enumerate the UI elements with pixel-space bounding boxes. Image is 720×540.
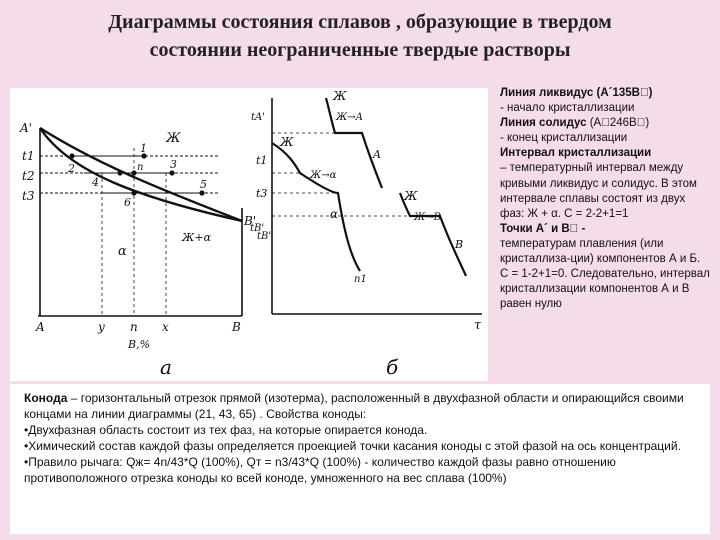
liquidus-desc: - начало кристаллизации	[500, 102, 635, 115]
interval-alpha: α	[551, 207, 558, 220]
x-label-n: n	[130, 320, 138, 334]
point-2: 2	[68, 162, 75, 175]
label-b-t3: t3	[256, 187, 268, 200]
points-rule: С = 1-2+1=0. Следовательно, интервал кристаллизации компонентов А и В равен нулю	[500, 268, 710, 311]
curve1-solid: A	[373, 148, 381, 161]
panel-label-b: б	[386, 355, 399, 379]
interval-desc: – температурный интервал между кривыми ликвидус и солидус. В этом интервале сплавы состоят из двух фаз: Ж +	[500, 162, 697, 220]
region-solid: α	[118, 244, 127, 259]
interval-rule: . С = 2-2+1=1	[557, 207, 629, 220]
point-3: 3	[170, 158, 177, 171]
curve1-liquid: Ж	[333, 89, 347, 103]
curve3-transition: Ж→B	[414, 212, 441, 223]
region-two-phase: Ж+α	[182, 231, 212, 244]
label-ta-prime: tA'	[251, 112, 265, 123]
panel-label-a: a	[160, 355, 172, 379]
konoda-term: Конода	[24, 391, 68, 405]
phase-diagram-svg	[10, 88, 488, 381]
point-6: 6	[124, 196, 131, 209]
point-5: 5	[200, 178, 207, 191]
point-1: 1	[140, 142, 147, 155]
label-b-t1: t1	[256, 154, 268, 167]
konoda-bullet-2: •Химический состав каждой фазы определяется проекцией точки касания коноды с этой фазой на ось концентраций.	[24, 439, 681, 453]
label-t2: t2	[22, 169, 35, 183]
label-t3: t3	[22, 189, 35, 203]
slide-title	[0, 8, 720, 64]
x-label-a: A	[36, 320, 45, 334]
title-line-1: Диаграммы состояния сплавов , образующие в твердом	[108, 11, 612, 33]
konoda-bullet-1: •Двухфазная область состоит из тех фаз, на которые опирается конода.	[24, 423, 428, 437]
liquidus-formula: (А´135В )	[596, 87, 653, 99]
label-b-prime: B'	[244, 214, 257, 228]
solidus-label: Линия солидус	[500, 117, 587, 130]
point-n: n	[137, 162, 144, 173]
solidus-desc: - конец кристаллизации	[500, 132, 628, 145]
label-tb-prime-b: tB'	[250, 223, 265, 234]
liquidus-label: Линия ликвидус	[500, 87, 594, 99]
label-a-prime: A'	[20, 121, 32, 135]
label-t1: t1	[22, 149, 35, 163]
curve3-liquid: Ж	[404, 189, 418, 203]
curve3-solid: B	[455, 238, 464, 251]
point-4: 4	[92, 176, 99, 189]
konoda-def: – горизонтальный отрезок прямой (изотерма), расположенный в двухфазной области и опирающийся своими концами на линии диаграммы (21, 43, 65) . Свойства коноды:	[24, 391, 684, 421]
interval-label: Интервал кристаллизации	[500, 147, 652, 160]
solidus-formula: (А 246В )	[589, 117, 650, 130]
title-line-2: состоянии неограниченные твердые растворы	[149, 39, 571, 61]
curve2-n1: n1	[354, 274, 367, 285]
phase-diagram-figure	[10, 88, 488, 381]
points-desc: температурам плавления (или кристаллиза-ции) компонентов А и Б.	[500, 237, 701, 266]
region-liquid: Ж	[166, 131, 181, 146]
curve1-transition: Ж→A	[336, 112, 363, 123]
x-axis-title: B,%	[128, 338, 151, 351]
x-label-x: x	[162, 320, 169, 334]
konoda-box	[10, 384, 710, 534]
x-axis-tau: τ	[474, 318, 482, 333]
curve2-transition: Ж→α	[310, 170, 337, 181]
points-label: Точки А´ и В  -	[500, 222, 586, 235]
curve2-solid: α	[330, 207, 339, 221]
side-description	[500, 86, 712, 312]
x-label-b: B	[232, 320, 241, 334]
curve2-liquid: Ж	[280, 135, 294, 149]
konoda-bullet-3: •Правило рычага: Qж= 4n/43*Q (100%), Qт = n3/43*Q (100%) - количество каждой фазы равно отношению противоположного отрезка коноды ко всей коноде, умноженного на вес сплава (100%)	[24, 455, 616, 485]
x-label-y: y	[98, 320, 105, 334]
label-tb-prime-a: tB'	[257, 231, 272, 242]
